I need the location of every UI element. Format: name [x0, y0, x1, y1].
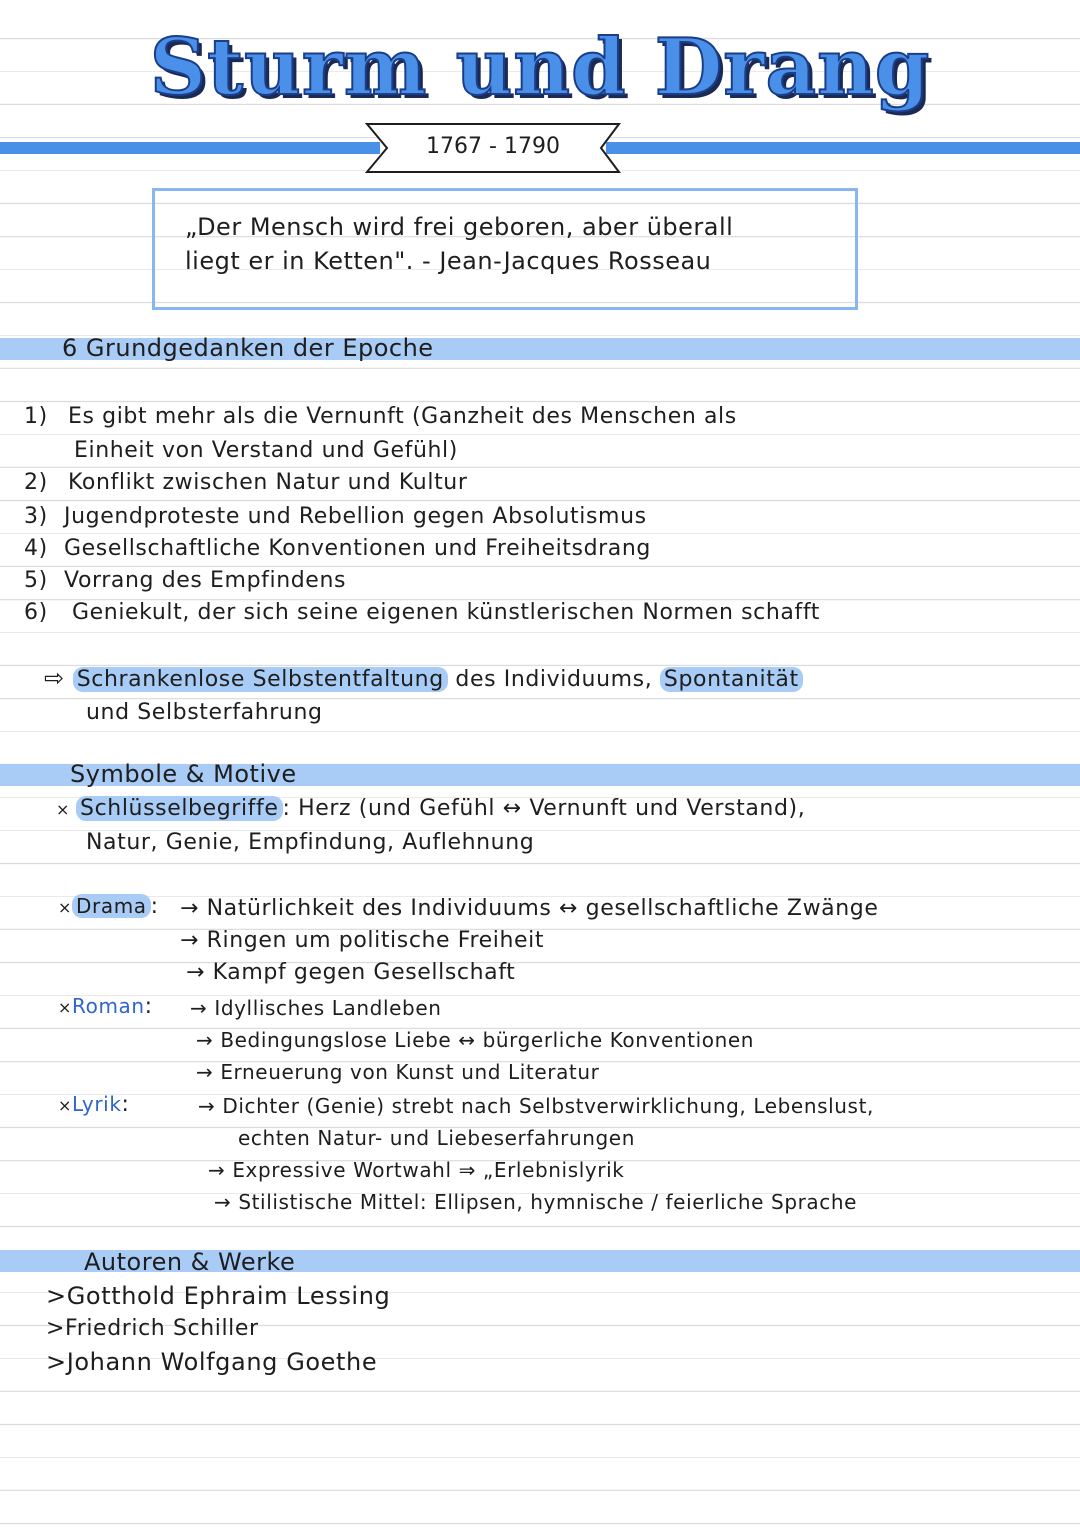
list-item	[24, 438, 820, 470]
lyrik-label: ×Lyrik:	[58, 1092, 130, 1117]
page-title: Sturm und Drang	[149, 22, 931, 113]
section-heading-autoren: Autoren & Werke	[84, 1248, 296, 1276]
author-name: Friedrich Schiller	[65, 1316, 259, 1341]
list-item	[24, 600, 820, 632]
item-number: 5)	[24, 568, 48, 593]
item-text: Vorrang des Empfindens	[64, 568, 347, 593]
item-number: 2)	[24, 470, 48, 495]
item-text: Einheit von Verstand und Gefühl)	[74, 438, 458, 463]
drama-item: → Kampf gegen Gesellschaft	[186, 960, 516, 985]
section-heading-grundgedanken: 6 Grundgedanken der Epoche	[62, 334, 434, 362]
drama-item: → Natürlichkeit des Individuums ↔ gesellschaftliche Zwänge	[180, 896, 879, 921]
author-name: Gotthold Ephraim Lessing	[66, 1282, 391, 1310]
list-item	[24, 536, 820, 568]
chevron-right-icon: >	[46, 1282, 67, 1310]
lyrik-item: echten Natur- und Liebeserfahrungen	[238, 1126, 635, 1150]
title-bar-left	[0, 142, 380, 154]
roman-item: → Idyllisches Landleben	[190, 996, 442, 1020]
cross-marker-icon: ×	[56, 800, 71, 819]
item-text: Gesellschaftliche Konventionen und Freiheitsdrang	[64, 536, 651, 561]
drama-label: × Drama :	[58, 894, 159, 919]
item-number: 3)	[24, 504, 48, 529]
cross-marker-icon: ×	[58, 898, 73, 917]
epoch-dates: 1767 - 1790	[426, 134, 560, 159]
list-item	[24, 404, 820, 438]
label-schluesselbegriffe: Schlüsselbegriffe	[76, 796, 282, 821]
conclusion-line-2: und Selbsterfahrung	[86, 700, 323, 725]
quote	[185, 210, 845, 278]
list-item	[24, 470, 820, 504]
chevron-right-icon: >	[46, 1316, 66, 1341]
cross-marker-icon: ×	[58, 1096, 73, 1115]
conclusion	[44, 664, 803, 692]
lyrik-item: → Expressive Wortwahl ⇒ „Erlebnislyrik	[208, 1158, 625, 1182]
cross-marker-icon: ×	[58, 998, 73, 1017]
drama-label-text: Drama	[72, 894, 151, 918]
highlight-spontanitaet: Spontanität	[660, 667, 803, 692]
double-arrow-icon: ⇨	[44, 664, 65, 692]
lyrik-item: → Stilistische Mittel: Ellipsen, hymnische / feierliche Sprache	[214, 1190, 858, 1214]
item-text: Konflikt zwischen Natur und Kultur	[68, 470, 468, 495]
author-item	[46, 1348, 377, 1376]
section-heading-symbole: Symbole & Motive	[70, 760, 297, 788]
drama-item: → Ringen um politische Freiheit	[180, 928, 545, 953]
lyrik-label-text: Lyrik	[72, 1092, 122, 1116]
item-number: 4)	[24, 536, 48, 561]
grundgedanken-list	[24, 404, 820, 632]
key-terms-line-2: Natur, Genie, Empfindung, Auflehnung	[86, 830, 535, 855]
highlight-selbstentfaltung: Schrankenlose Selbstentfaltung	[73, 667, 448, 692]
quote-line-2: liegt er in Ketten". - Jean-Jacques Rosseau	[185, 247, 712, 275]
list-item	[24, 504, 820, 536]
item-number: 6)	[24, 600, 48, 625]
author-name: Johann Wolfgang Goethe	[66, 1348, 378, 1376]
list-item	[24, 568, 820, 600]
item-text: Jugendproteste und Rebellion gegen Absolutismus	[64, 504, 647, 529]
title-bar-right	[606, 142, 1080, 154]
item-number: 1)	[24, 404, 48, 429]
quote-line-1: „Der Mensch wird frei geboren, aber überall	[185, 213, 734, 241]
chevron-right-icon: >	[46, 1348, 67, 1376]
author-item	[46, 1282, 390, 1310]
roman-item: → Bedingungslose Liebe ↔ bürgerliche Konventionen	[196, 1028, 755, 1052]
key-terms-text: : Herz (und Gefühl ↔ Vernunft und Verstand),	[282, 796, 806, 821]
author-item	[46, 1316, 259, 1341]
item-text: Geniekult, der sich seine eigenen künstlerischen Normen schafft	[72, 600, 820, 625]
roman-label-text: Roman	[72, 994, 145, 1018]
roman-label: ×Roman:	[58, 994, 153, 1019]
item-text: Es gibt mehr als die Vernunft (Ganzheit des Menschen als	[68, 404, 737, 429]
lyrik-item: → Dichter (Genie) strebt nach Selbstverwirklichung, Lebenslust,	[198, 1094, 874, 1118]
conclusion-text: des Individuums,	[447, 667, 660, 692]
roman-item: → Erneuerung von Kunst und Literatur	[196, 1060, 600, 1084]
key-terms	[56, 796, 805, 821]
